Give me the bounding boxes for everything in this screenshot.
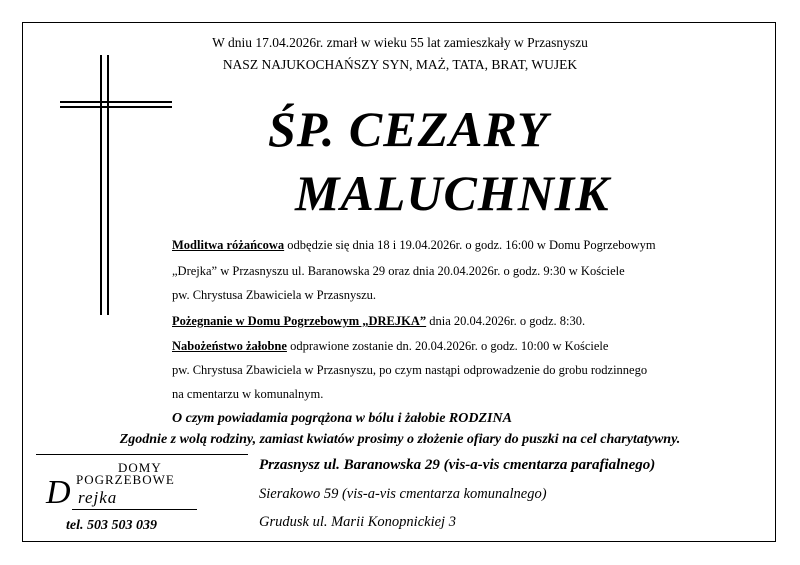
death-notice-line: W dniu 17.04.2026r. zmarł w wieku 55 lat zamieszkały w Przasnyszu [212, 35, 588, 50]
mass-line-3: na cmentarzu w komunalnym. [172, 387, 324, 401]
mass-line-2: pw. Chrystusa Zbawiciela w Przasnyszu, po czym nastąpi odprowadzenie do grobu rodzinnego [172, 363, 648, 377]
farewell-label: Pożegnanie w Domu Pogrzebowym „DREJKA” [172, 314, 427, 328]
mass-label: Nabożeństwo żałobne [172, 339, 287, 353]
address-3: Grudusk ul. Marii Konopnickiej 3 [259, 514, 456, 530]
farewell-line [172, 314, 585, 329]
rosary-label: Modlitwa różańcowa [172, 238, 285, 252]
footer-divider [36, 454, 248, 455]
farewell-text: dnia 20.04.2026r. o godz. 8:30. [426, 314, 586, 328]
rosary-line-1 [172, 238, 656, 253]
logo-script: rejka [78, 488, 118, 507]
deceased-first-name: ŚP. CEZARY [268, 101, 549, 157]
mass-text: odprawione zostanie dn. 20.04.2026r. o godz. 10:00 w Kościele [286, 339, 609, 353]
mass-line-1 [172, 339, 608, 354]
address-1: Przasnysz ul. Baranowska 29 (vis-a-vis cmentarza parafialnego) [259, 457, 656, 473]
deceased-last-name: MALUCHNIK [295, 165, 610, 221]
rosary-line-3: pw. Chrystusa Zbawiciela w Przasnyszu. [172, 288, 377, 302]
logo-underline [72, 509, 197, 510]
rosary-text: odbędzie się dnia 18 i 19.04.2026r. o godz. 16:00 w Domu Pogrzebowym [284, 238, 656, 252]
phone-number: tel. 503 503 039 [66, 518, 157, 533]
logo-line-2: POGRZEBOWE [76, 472, 175, 487]
logo-script-letter: D [46, 474, 71, 511]
rosary-line-2: „Drejka” w Przasnyszu ul. Baranowska 29 oraz dnia 20.04.2026r. o godz. 9:30 w Kościele [172, 264, 625, 278]
donation-request: Zgodnie z wolą rodziny, zamiast kwiatów prosimy o złożenie ofiary do puszki na cel charytatywny. [119, 432, 681, 447]
logo-line-1: DOMY [118, 460, 162, 475]
address-2: Sierakowo 59 (vis-a-vis cmentarza komunalnego) [259, 486, 547, 502]
family-signature: O czym powiadamia pogrążona w bólu i żałobie RODZINA [172, 411, 512, 426]
relation-line: NASZ NAJUKOCHAŃSZY SYN, MAŻ, TATA, BRAT, WUJEK [222, 57, 578, 72]
